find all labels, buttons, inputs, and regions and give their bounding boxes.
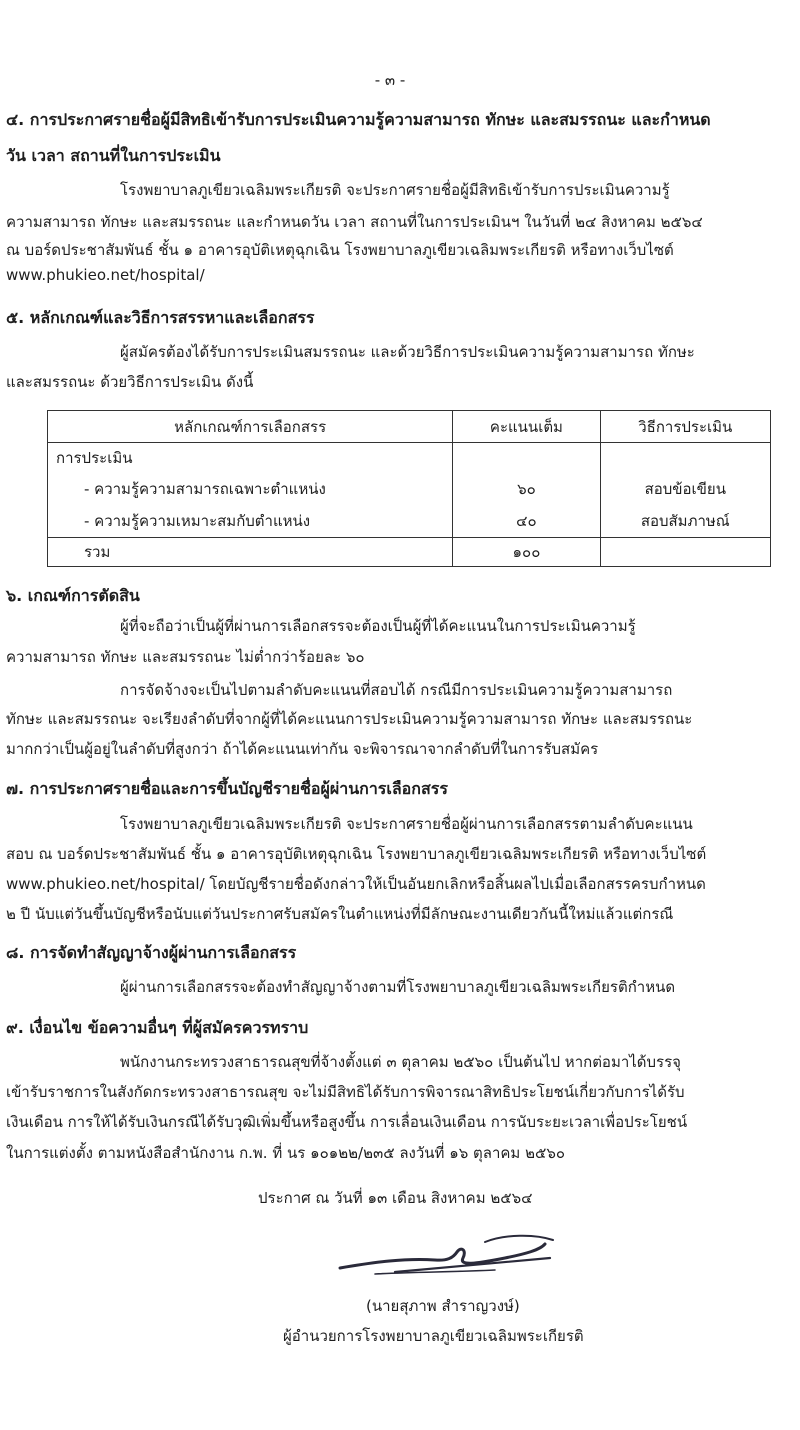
table-total-row xyxy=(48,538,771,567)
method-cell: สอบสัมภาษณ์ xyxy=(600,505,770,538)
signer-title: ผู้อำนวยการโรงพยาบาลภูเขียวเฉลิมพระเกียรติ xyxy=(283,1327,584,1345)
table-row xyxy=(48,473,771,505)
section-4-line: ณ บอร์ดประชาสัมพันธ์ ชั้น ๑ อาคารอุบัติเหตุฉุกเฉิน โรงพยาบาลภูเขียวเฉลิมพระเกียรติ หรือทางเว็บไซต์ xyxy=(6,241,674,259)
section-7-line: โรงพยาบาลภูเขียวเฉลิมพระเกียรติ จะประกาศรายชื่อผู้ผ่านการเลือกสรรตามลำดับคะแนน xyxy=(120,815,693,833)
criterion-cell: - ความรู้ความสามารถเฉพาะตำแหน่ง xyxy=(48,473,453,505)
section-8-heading: ๘. การจัดทำสัญญาจ้างผู้ผ่านการเลือกสรร xyxy=(6,943,297,962)
section-4-heading-cont: วัน เวลา สถานที่ในการประเมิน xyxy=(6,146,221,165)
total-score: ๑๐๐ xyxy=(453,538,600,567)
section-9-line: ในการแต่งตั้ง ตามหนังสือสำนักงาน ก.พ. ที่ นร ๑๐๑๒๒/๒๓๕ ลงวันที่ ๑๖ ตุลาคม ๒๕๖๐ xyxy=(6,1144,565,1162)
section-4-line: ความสามารถ ทักษะ และสมรรถนะ และกำหนดวัน เวลา สถานที่ในการประเมินฯ ในวันที่ ๒๔ สิงหาคม ๒๕๖๔ xyxy=(6,213,703,231)
section-7-line: สอบ ณ บอร์ดประชาสัมพันธ์ ชั้น ๑ อาคารอุบัติเหตุฉุกเฉิน โรงพยาบาลภูเขียวเฉลิมพระเกียรติ หรือทางเว็บไซต์ xyxy=(6,845,707,863)
section-6-line: ความสามารถ ทักษะ และสมรรถนะ ไม่ต่ำกว่าร้อยละ ๖๐ xyxy=(6,648,365,666)
table-header-row xyxy=(48,411,771,443)
section-6-line: ทักษะ และสมรรถนะ จะเรียงลำดับที่จากผู้ที่ได้คะแนนการประเมินความรู้ความสามารถ ทักษะ และสมรรถนะ xyxy=(6,710,693,728)
group-label: การประเมิน xyxy=(48,443,453,474)
section-6-line: การจัดจ้างจะเป็นไปตามลำดับคะแนนที่สอบได้ กรณีมีการประเมินความรู้ความสามารถ xyxy=(120,681,673,699)
section-9-line: พนักงานกระทรวงสาธารณสุขที่จ้างตั้งแต่ ๓ ตุลาคม ๒๕๖๐ เป็นต้นไป หากต่อมาได้บรรจุ xyxy=(120,1053,681,1071)
signer-name: (นายสุภาพ สำราญวงษ์) xyxy=(366,1297,520,1315)
header-criterion: หลักเกณฑ์การเลือกสรร xyxy=(48,411,453,443)
section-5-line: และสมรรถนะ ด้วยวิธีการประเมิน ดังนี้ xyxy=(6,373,254,391)
section-5-heading: ๕. หลักเกณฑ์และวิธีการสรรหาและเลือกสรร xyxy=(6,308,315,327)
section-7-heading: ๗. การประกาศรายชื่อและการขึ้นบัญชีรายชื่อผู้ผ่านการเลือกสรร xyxy=(6,779,448,798)
table-group-row xyxy=(48,443,771,474)
score-cell: ๔๐ xyxy=(453,505,600,538)
section-5-line: ผู้สมัครต้องได้รับการประเมินสมรรถนะ และด้วยวิธีการประเมินความรู้ความสามารถ ทักษะ xyxy=(120,343,695,361)
section-6-heading: ๖. เกณฑ์การตัดสิน xyxy=(6,586,140,605)
score-cell: ๖๐ xyxy=(453,473,600,505)
section-4-line: โรงพยาบาลภูเขียวเฉลิมพระเกียรติ จะประกาศรายชื่อผู้มีสิทธิเข้ารับการประเมินความรู้ xyxy=(120,181,670,199)
total-label: รวม xyxy=(48,538,453,567)
section-9-line: เข้ารับราชการในสังกัดกระทรวงสาธารณสุข จะไม่มีสิทธิได้รับการพิจารณาสิทธิประโยชน์เกี่ยวกับการได้รับ xyxy=(6,1083,685,1101)
criterion-cell: - ความรู้ความเหมาะสมกับตำแหน่ง xyxy=(48,505,453,538)
section-9-heading: ๙. เงื่อนไข ข้อความอื่นๆ ที่ผู้สมัครควรทราบ xyxy=(6,1018,309,1037)
section-4-url: www.phukieo.net/hospital/ xyxy=(6,266,205,284)
section-6-line: มากกว่าเป็นผู้อยู่ในลำดับที่สูงกว่า ถ้าได้คะแนนเท่ากัน จะพิจารณาจากลำดับที่ในการรับสมัคร xyxy=(6,740,599,758)
header-score: คะแนนเต็ม xyxy=(453,411,600,443)
header-method: วิธีการประเมิน xyxy=(600,411,770,443)
criteria-table xyxy=(47,410,771,567)
table-row xyxy=(48,505,771,538)
section-9-line: เงินเดือน การให้ได้รับเงินกรณีได้รับวุฒิเพิ่มขึ้นหรือสูงขึ้น การเลื่อนเงินเดือน การนับระยะเวลาเพื่อประโยชน์ xyxy=(6,1113,688,1131)
section-7-line: www.phukieo.net/hospital/ โดยบัญชีรายชื่อดังกล่าวให้เป็นอันยกเลิกหรือสิ้นผลไปเมื่อเลือกสรรครบกำหนด xyxy=(6,875,706,893)
page-number: - ๓ - xyxy=(374,71,406,89)
announcement-date: ประกาศ ณ วันที่ ๑๓ เดือน สิงหาคม ๒๕๖๔ xyxy=(258,1189,533,1207)
section-8-line: ผู้ผ่านการเลือกสรรจะต้องทำสัญญาจ้างตามที่โรงพยาบาลภูเขียวเฉลิมพระเกียรติกำหนด xyxy=(120,978,676,996)
section-4-heading: ๔. การประกาศรายชื่อผู้มีสิทธิเข้ารับการประเมินความรู้ความสามารถ ทักษะ และสมรรถนะ และกำหนด xyxy=(6,110,711,129)
signature-image xyxy=(335,1228,565,1288)
section-6-line: ผู้ที่จะถือว่าเป็นผู้ที่ผ่านการเลือกสรรจะต้องเป็นผู้ที่ได้คะแนนในการประเมินความรู้ xyxy=(120,617,636,635)
section-7-line: ๒ ปี นับแต่วันขึ้นบัญชีหรือนับแต่วันประกาศรับสมัครในตำแหน่งที่มีลักษณะงานเดียวกันนี้ใหม่แล้วแต่กรณี xyxy=(6,905,674,923)
method-cell: สอบข้อเขียน xyxy=(600,473,770,505)
